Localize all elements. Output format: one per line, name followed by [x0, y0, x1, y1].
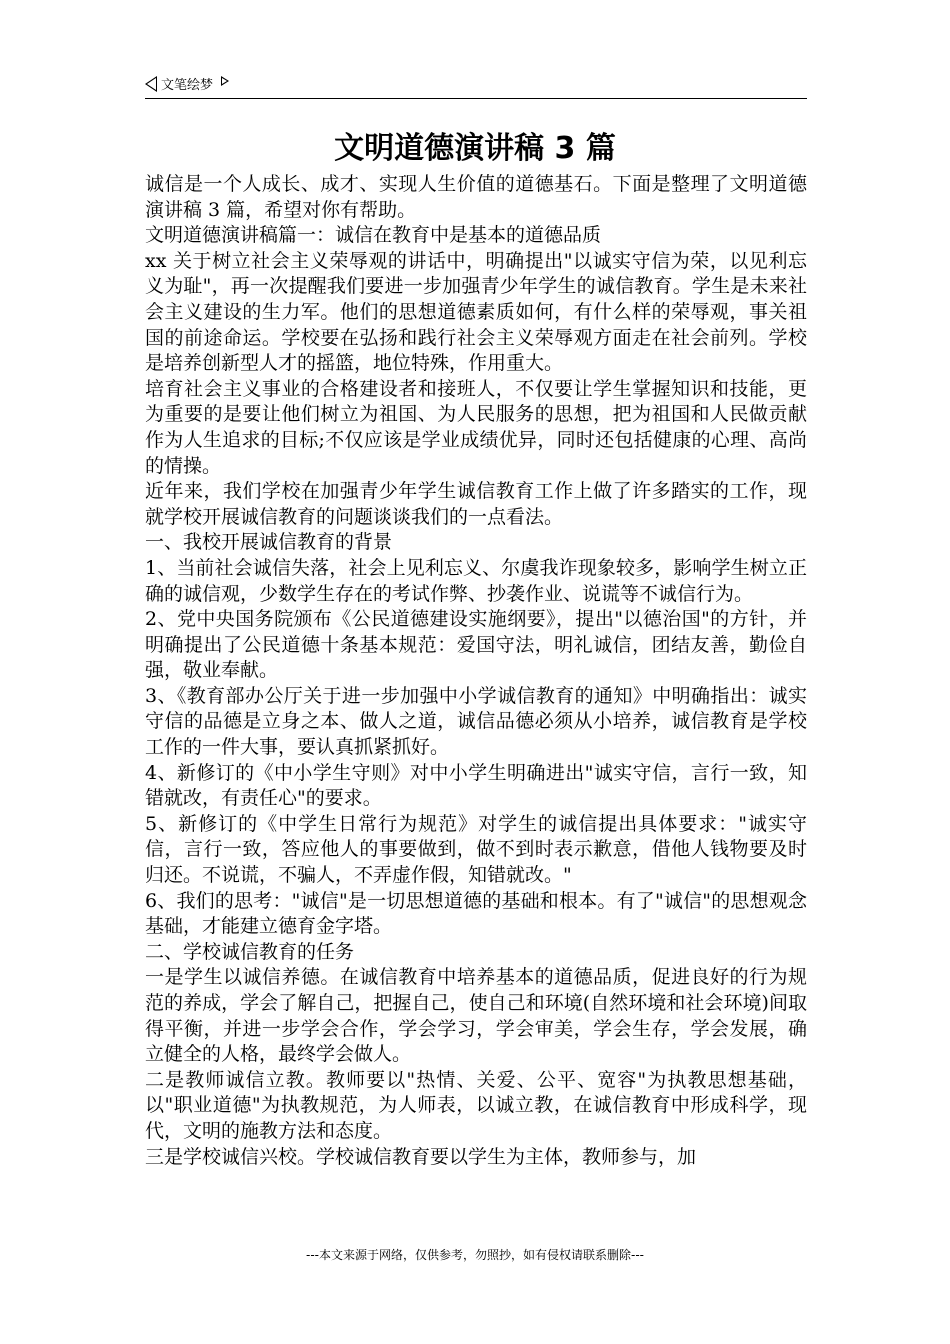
paragraph: 三是学校诚信兴校。学校诚信教育要以学生为主体，教师参与，加 — [145, 1145, 697, 1168]
document-body — [145, 172, 807, 1170]
header-brand-group — [145, 74, 229, 93]
triangle-right-icon — [221, 76, 229, 86]
section-heading: 一、我校开展诚信教育的背景 — [145, 531, 393, 554]
header-brand: 文笔绘梦 — [161, 78, 214, 93]
paragraph: 一是学生以诚信养德。在诚信教育中培养基本的道德品质，促进良好的行为规范的养成，学会了解自己，把握自己，使自己和环境(自然环境和社会环境)间取得平衡，并进一步学会合作，学会学习，学会审美，学会生存，学会发展，确立健全的人格，最终学会做人。 — [145, 966, 807, 1066]
triangle-left-icon — [145, 76, 157, 92]
page-footer: ---本文来源于网络，仅供参考，勿照抄，如有侵权请联系删除--- — [306, 1248, 644, 1262]
paragraph: 培育社会主义事业的合格建设者和接班人，不仅要让学生掌握知识和技能，更为重要的是要让他们树立为祖国、为人民服务的思想，把为祖国和人民做贡献作为人生追求的目标;不仅应该是学业成绩优异，同时还包括健康的心理、高尚的情操。 — [145, 377, 807, 477]
document-title: 文明道德演讲稿 3 篇 — [334, 131, 616, 166]
paragraph: 3、《教育部办公厅关于进一步加强中小学诚信教育的通知》中明确指出：诚实守信的品德是立身之本、做人之道，诚信品德必须从小培养，诚信教育是学校工作的一件大事，要认真抓紧抓好。 — [145, 684, 807, 759]
page-header — [145, 74, 807, 99]
paragraph: 二是教师诚信立教。教师要以"热情、关爱、公平、宽容"为执教思想基础，以"职业道德"为执教规范，为人师表，以诚立教，在诚信教育中形成科学，现代，文明的施教方法和态度。 — [145, 1068, 807, 1142]
paragraph: 文明道德演讲稿篇一：诚信在教育中是基本的道德品质 — [145, 224, 602, 247]
paragraph: 5、新修订的《中学生日常行为规范》对学生的诚信提出具体要求："诚实守信，言行一致，答应他人的事要做到，做不到时表示歉意，借他人钱物要及时归还。不说谎，不骗人，不弄虚作假，知错就改。" — [145, 812, 807, 887]
paragraph: xx 关于树立社会主义荣辱观的讲话中，明确提出"以诚实守信为荣，以见利忘义为耻"，再一次提醒我们要进一步加强青少年学生的诚信教育。学生是未来社会主义建设的生力军。他们的思想道德素质如何，有什么样的荣辱观，事关祖国的前途命运。学校要在弘扬和践行社会主义荣辱观方面走在社会前列。学校是培养创新型人才的摇篮，地位特殊，作用重大。 — [145, 249, 807, 375]
paragraph: 1、当前社会诚信失落，社会上见利忘义、尔虞我诈现象较多，影响学生树立正确的诚信观，少数学生存在的考试作弊、抄袭作业、说谎等不诚信行为。 — [145, 556, 807, 605]
paragraph: 4、新修订的《中小学生守则》对中小学生明确进出"诚实守信，言行一致，知错就改，有责任心"的要求。 — [145, 761, 807, 810]
paragraph: 6、我们的思考："诚信"是一切思想道德的基础和根本。有了"诚信"的思想观念基础，才能建立德育金字塔。 — [145, 889, 807, 938]
paragraph: 2、党中央国务院颁布《公民道德建设实施纲要》，提出"以德治国"的方针，并明确提出了公民道德十条基本规范：爱国守法，明礼诚信，团结友善，勤俭自强，敬业奉献。 — [145, 608, 807, 682]
paragraph: 近年来，我们学校在加强青少年学生诚信教育工作上做了许多踏实的工作，现就学校开展诚信教育的问题谈谈我们的一点看法。 — [145, 480, 807, 528]
paragraph: 诚信是一个人成长、成才、实现人生价值的道德基石。下面是整理了文明道德演讲稿 3 篇，希望对你有帮助。 — [145, 173, 807, 221]
section-heading: 二、学校诚信教育的任务 — [145, 940, 355, 963]
